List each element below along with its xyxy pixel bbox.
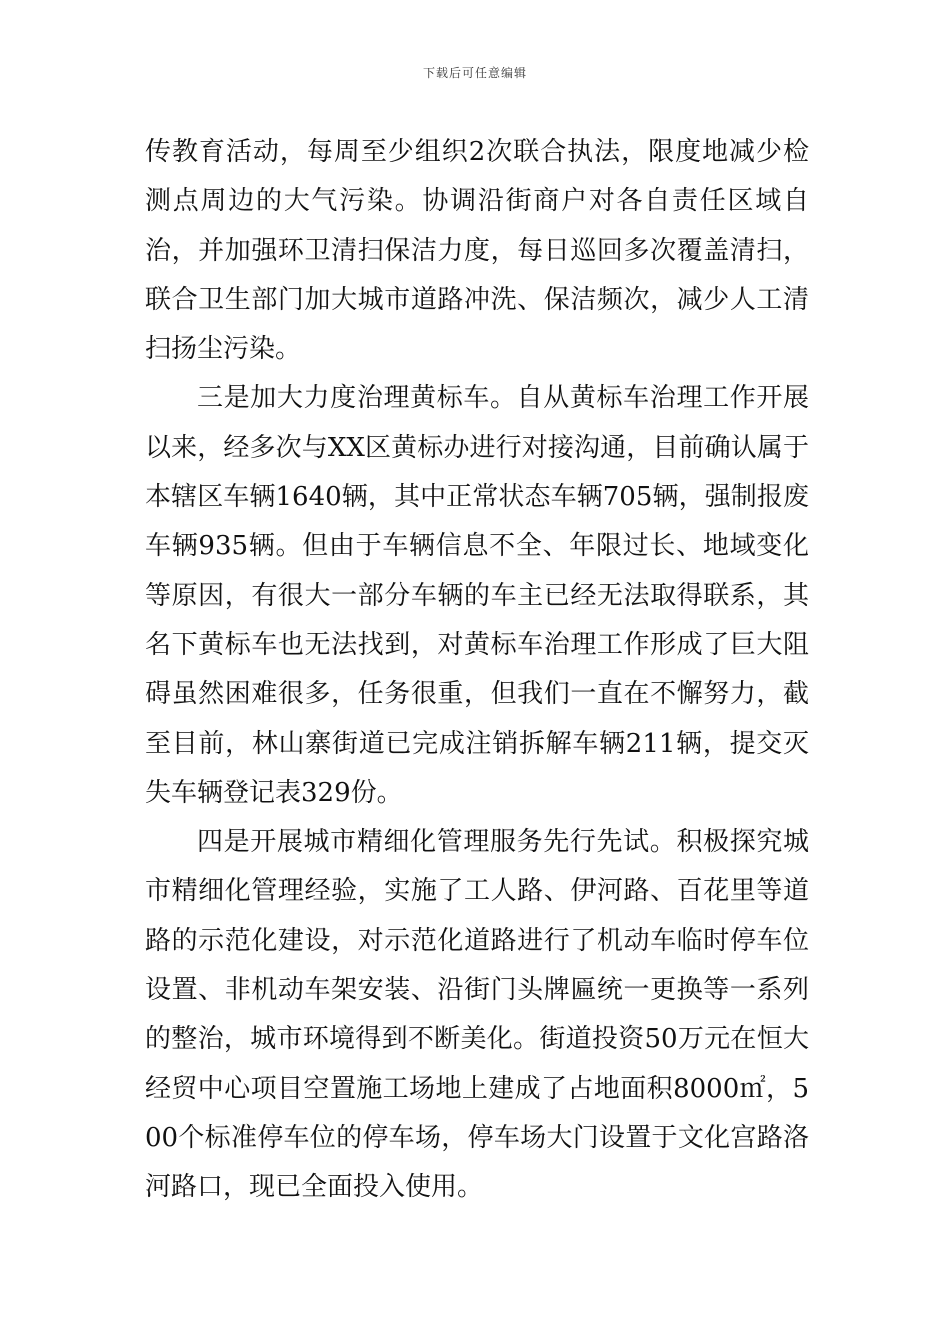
page-header: 下载后可任意编辑: [422, 66, 527, 80]
paragraph-yellow-label-vehicles: 三是加大力度治理黄标车。自从黄标车治理工作开展以来，经多次与XX区黄标办进行对接沟通，目前确认属于本辖区车辆1640辆，其中正常状态车辆705辆，强制报废车辆935辆。但由于车辆信息不全、年限过长、地域变化等原因，有很大一部分车辆的车主已经无法取得联系，其名下黄标车也无法找到，对黄标车治理工作形成了巨大阻碍虽然困难很多，任务很重，但我们一直在不懈努力，截至目前，林山寨街道已完成注销拆解车辆211辆，提交灭失车辆登记表329份。: [145, 383, 809, 808]
document-body: [145, 128, 809, 1213]
paragraph-continuation: 传教育活动，每周至少组织2次联合执法，限度地减少检测点周边的大气污染。协调沿街商户对各自责任区域自治，并加强环卫清扫保洁力度，每日巡回多次覆盖清扫，联合卫生部门加大城市道路冲洗、保洁频次，减少人工清扫扬尘污染。: [145, 137, 809, 365]
paragraph-urban-management: 四是开展城市精细化管理服务先行先试。积极探究城市精细化管理经验，实施了工人路、伊河路、百花里等道路的示范化建设，对示范化道路进行了机动车临时停车位设置、非机动车架安装、沿街门头牌匾统一更换等一系列的整治，城市环境得到不断美化。街道投资50万元在恒大经贸中心项目空置施工场地上建成了占地面积8000㎡，500个标准停车位的停车场，停车场大门设置于文化宫路洛河路口，现已全面投入使用。: [145, 827, 809, 1203]
